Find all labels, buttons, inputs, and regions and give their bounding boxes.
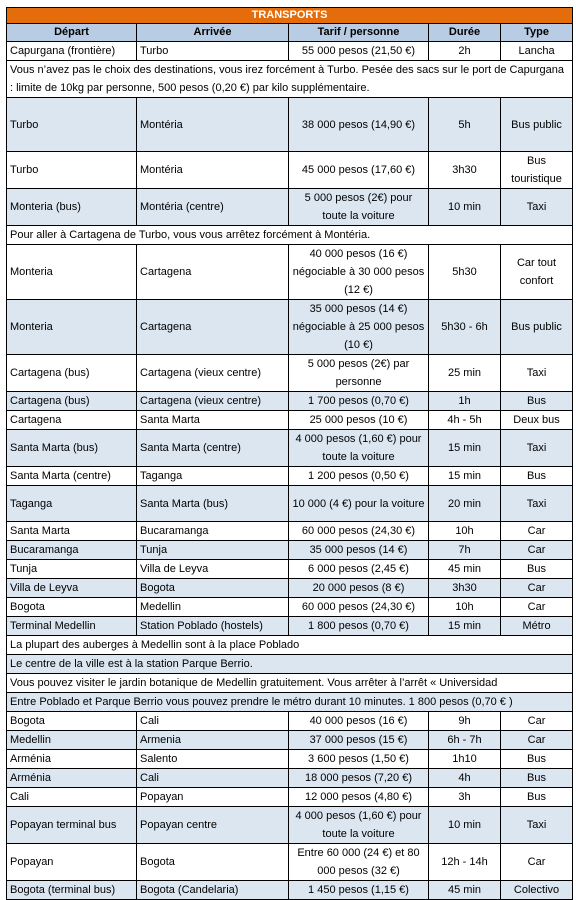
cell-depart: Bogota (7, 598, 137, 617)
cell-depart: Arménia (7, 750, 137, 769)
cell-duree: 20 min (429, 486, 501, 522)
table-row (7, 98, 573, 152)
cell-type: Car (501, 579, 573, 598)
cell-depart: Bogota (terminal bus) (7, 881, 137, 900)
table-row (7, 189, 573, 226)
cell-tarif: 35 000 pesos (14 €) négociable à 25 000 pesos (10 €) (289, 300, 429, 355)
note-text: Pour aller à Cartagena de Turbo, vous vous arrêtez forcément à Montéria. (7, 226, 573, 245)
cell-arrivee: Bucaramanga (137, 522, 289, 541)
cell-arrivee: Cali (137, 769, 289, 788)
cell-depart: Santa Marta (7, 522, 137, 541)
cell-type: Car (501, 598, 573, 617)
cell-tarif: 40 000 pesos (16 €) (289, 712, 429, 731)
cell-depart: Cartagena (bus) (7, 392, 137, 411)
cell-duree: 5h30 - 6h (429, 300, 501, 355)
cell-type: Bus (501, 560, 573, 579)
cell-duree: 6h - 7h (429, 731, 501, 750)
header-duree: Durée (429, 24, 501, 42)
cell-depart: Cali (7, 788, 137, 807)
cell-duree: 45 min (429, 881, 501, 900)
cell-type: Bus (501, 467, 573, 486)
cell-duree: 15 min (429, 430, 501, 467)
cell-arrivee: Montéria (137, 152, 289, 189)
cell-tarif: Entre 60 000 (24 €) et 80 000 pesos (32 €) (289, 844, 429, 881)
cell-arrivee: Bogota (137, 579, 289, 598)
cell-tarif: 10 000 (4 €) pour la voiture (289, 486, 429, 522)
cell-tarif: 12 000 pesos (4,80 €) (289, 788, 429, 807)
cell-tarif: 37 000 pesos (15 €) (289, 731, 429, 750)
note-text: Le centre de la ville est à la station Parque Berrio. (7, 655, 573, 674)
table-row (7, 245, 573, 300)
cell-tarif: 6 000 pesos (2,45 €) (289, 560, 429, 579)
cell-type: Bus public (501, 300, 573, 355)
table-row (7, 430, 573, 467)
table-row (7, 788, 573, 807)
table-row (7, 598, 573, 617)
cell-depart: Popayan terminal bus (7, 807, 137, 844)
cell-tarif: 45 000 pesos (17,60 €) (289, 152, 429, 189)
cell-arrivee: Taganga (137, 467, 289, 486)
cell-type: Taxi (501, 807, 573, 844)
cell-type: Bus public (501, 98, 573, 152)
header-tarif: Tarif / personne (289, 24, 429, 42)
cell-arrivee: Bogota (Candelaria) (137, 881, 289, 900)
cell-arrivee: Turbo (137, 42, 289, 61)
cell-depart: Popayan (7, 844, 137, 881)
cell-duree: 5h (429, 98, 501, 152)
cell-tarif: 5 000 pesos (2€) pour toute la voiture (289, 189, 429, 226)
table-row (7, 844, 573, 881)
cell-depart: Monteria (7, 300, 137, 355)
cell-arrivee: Station Poblado (hostels) (137, 617, 289, 636)
table-row (7, 712, 573, 731)
cell-depart: Monteria (7, 245, 137, 300)
cell-type: Car (501, 731, 573, 750)
cell-arrivee: Tunja (137, 541, 289, 560)
cell-type: Taxi (501, 430, 573, 467)
cell-duree: 25 min (429, 355, 501, 392)
cell-depart: Arménia (7, 769, 137, 788)
cell-tarif: 60 000 pesos (24,30 €) (289, 598, 429, 617)
cell-tarif: 1 200 pesos (0,50 €) (289, 467, 429, 486)
header-row (7, 24, 573, 42)
cell-duree: 9h (429, 712, 501, 731)
cell-depart: Santa Marta (centre) (7, 467, 137, 486)
cell-depart: Santa Marta (bus) (7, 430, 137, 467)
cell-duree: 10h (429, 522, 501, 541)
cell-duree: 3h30 (429, 152, 501, 189)
transport-table (6, 7, 573, 900)
cell-type: Taxi (501, 486, 573, 522)
table-row (7, 541, 573, 560)
note-text: Vous pouvez visiter le jardin botanique de Medellin gratuitement. Vous arrêter à l’arrêt « Universidad (7, 674, 573, 693)
cell-arrivee: Cali (137, 712, 289, 731)
transport-table-container (6, 7, 572, 900)
table-row (7, 750, 573, 769)
cell-type: Car (501, 541, 573, 560)
cell-arrivee: Santa Marta (bus) (137, 486, 289, 522)
table-row (7, 579, 573, 598)
cell-duree: 45 min (429, 560, 501, 579)
cell-type: Lancha (501, 42, 573, 61)
cell-duree: 10 min (429, 807, 501, 844)
cell-arrivee: Salento (137, 750, 289, 769)
note-row (7, 226, 573, 245)
cell-tarif: 1 800 pesos (0,70 €) (289, 617, 429, 636)
cell-arrivee: Medellin (137, 598, 289, 617)
cell-arrivee: Montéria (137, 98, 289, 152)
cell-duree: 10h (429, 598, 501, 617)
cell-tarif: 1 700 pesos (0,70 €) (289, 392, 429, 411)
header-depart: Départ (7, 24, 137, 42)
cell-duree: 1h (429, 392, 501, 411)
cell-arrivee: Bogota (137, 844, 289, 881)
table-row (7, 42, 573, 61)
cell-type: Car tout confort (501, 245, 573, 300)
cell-arrivee: Armenia (137, 731, 289, 750)
cell-tarif: 5 000 pesos (2€) par personne (289, 355, 429, 392)
cell-duree: 15 min (429, 467, 501, 486)
cell-arrivee: Popayan centre (137, 807, 289, 844)
cell-duree: 10 min (429, 189, 501, 226)
header-type: Type (501, 24, 573, 42)
cell-type: Taxi (501, 355, 573, 392)
cell-tarif: 3 600 pesos (1,50 €) (289, 750, 429, 769)
cell-depart: Bucaramanga (7, 541, 137, 560)
cell-depart: Villa de Leyva (7, 579, 137, 598)
cell-duree: 15 min (429, 617, 501, 636)
cell-tarif: 1 450 pesos (1,15 €) (289, 881, 429, 900)
cell-type: Bus (501, 788, 573, 807)
cell-type: Colectivo (501, 881, 573, 900)
note-row (7, 674, 573, 693)
table-row (7, 522, 573, 541)
table-row (7, 355, 573, 392)
table-title: TRANSPORTS (7, 8, 573, 24)
cell-tarif: 20 000 pesos (8 €) (289, 579, 429, 598)
table-row (7, 769, 573, 788)
note-row (7, 61, 573, 98)
cell-duree: 1h10 (429, 750, 501, 769)
cell-tarif: 40 000 pesos (16 €) négociable à 30 000 pesos (12 €) (289, 245, 429, 300)
cell-duree: 4h (429, 769, 501, 788)
table-row (7, 881, 573, 900)
cell-duree: 12h - 14h (429, 844, 501, 881)
cell-type: Car (501, 712, 573, 731)
table-row (7, 617, 573, 636)
cell-depart: Taganga (7, 486, 137, 522)
cell-arrivee: Santa Marta (137, 411, 289, 430)
note-row (7, 636, 573, 655)
cell-arrivee: Cartagena (137, 245, 289, 300)
cell-depart: Turbo (7, 98, 137, 152)
table-row (7, 467, 573, 486)
cell-tarif: 25 000 pesos (10 €) (289, 411, 429, 430)
cell-duree: 7h (429, 541, 501, 560)
header-arrivee: Arrivée (137, 24, 289, 42)
table-row (7, 486, 573, 522)
cell-depart: Monteria (bus) (7, 189, 137, 226)
cell-tarif: 35 000 pesos (14 €) (289, 541, 429, 560)
cell-type: Bus (501, 769, 573, 788)
table-row (7, 411, 573, 430)
cell-arrivee: Villa de Leyva (137, 560, 289, 579)
cell-arrivee: Santa Marta (centre) (137, 430, 289, 467)
cell-tarif: 55 000 pesos (21,50 €) (289, 42, 429, 61)
table-row (7, 807, 573, 844)
cell-arrivee: Popayan (137, 788, 289, 807)
cell-depart: Turbo (7, 152, 137, 189)
cell-depart: Medellin (7, 731, 137, 750)
cell-tarif: 60 000 pesos (24,30 €) (289, 522, 429, 541)
cell-duree: 2h (429, 42, 501, 61)
cell-type: Taxi (501, 189, 573, 226)
cell-duree: 3h30 (429, 579, 501, 598)
cell-depart: Capurgana (frontière) (7, 42, 137, 61)
note-row (7, 693, 573, 712)
cell-depart: Terminal Medellin (7, 617, 137, 636)
cell-duree: 3h (429, 788, 501, 807)
cell-type: Bus (501, 392, 573, 411)
cell-arrivee: Montéria (centre) (137, 189, 289, 226)
cell-tarif: 4 000 pesos (1,60 €) pour toute la voiture (289, 430, 429, 467)
cell-depart: Tunja (7, 560, 137, 579)
cell-type: Deux bus (501, 411, 573, 430)
table-row (7, 300, 573, 355)
table-row (7, 152, 573, 189)
cell-type: Bus (501, 750, 573, 769)
cell-tarif: 18 000 pesos (7,20 €) (289, 769, 429, 788)
cell-depart: Bogota (7, 712, 137, 731)
cell-type: Bus touristique (501, 152, 573, 189)
cell-arrivee: Cartagena (137, 300, 289, 355)
table-row (7, 392, 573, 411)
note-row (7, 655, 573, 674)
cell-type: Car (501, 522, 573, 541)
cell-duree: 4h - 5h (429, 411, 501, 430)
cell-depart: Cartagena (bus) (7, 355, 137, 392)
note-text: La plupart des auberges à Medellin sont à la place Poblado (7, 636, 573, 655)
table-row (7, 731, 573, 750)
cell-type: Métro (501, 617, 573, 636)
cell-arrivee: Cartagena (vieux centre) (137, 355, 289, 392)
note-text: Vous n’avez pas le choix des destinations, vous irez forcément à Turbo. Pesée des sacs sur le port de Capurgana : limite de 10kg par personne, 500 pesos (0,20 €) par kilo supplémentaire. (7, 61, 573, 98)
note-text: Entre Poblado et Parque Berrio vous pouvez prendre le métro durant 10 minutes. 1 800 pesos (0,70 € ) (7, 693, 573, 712)
cell-tarif: 38 000 pesos (14,90 €) (289, 98, 429, 152)
table-row (7, 560, 573, 579)
cell-duree: 5h30 (429, 245, 501, 300)
cell-tarif: 4 000 pesos (1,60 €) pour toute la voiture (289, 807, 429, 844)
cell-arrivee: Cartagena (vieux centre) (137, 392, 289, 411)
cell-type: Car (501, 844, 573, 881)
cell-depart: Cartagena (7, 411, 137, 430)
